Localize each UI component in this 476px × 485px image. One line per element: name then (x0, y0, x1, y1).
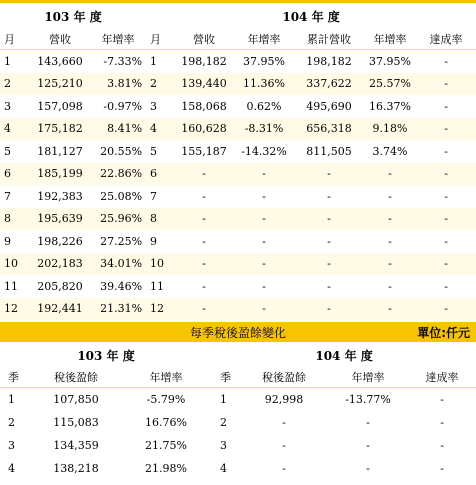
quarter-cell: 1 (220, 393, 228, 406)
quarterly-title-bar (0, 322, 476, 342)
quarterly-column-headers (0, 367, 476, 388)
revenue-cell: 158,068 (181, 99, 227, 113)
growth-cell: 8.41% (90, 118, 146, 141)
monthly-year-header (0, 2, 476, 30)
revenue-cell: 198,182 (181, 54, 227, 68)
cumulative-cell: - (294, 208, 364, 231)
growth-cell: -0.97% (103, 99, 143, 113)
col-header-cumulative-growth: 年增率 (364, 29, 416, 50)
month-cell: 12 (0, 298, 30, 321)
revenue-cell: - (174, 208, 234, 231)
achievement-cell: - (440, 462, 444, 475)
col-header-revenue-b: 營收 (174, 29, 234, 50)
cumulative-growth-cell: 16.37% (369, 99, 411, 113)
cumulative-cell: - (327, 189, 331, 203)
revenue-cell: - (202, 234, 206, 248)
growth-cell: 3.81% (90, 73, 146, 96)
month-cell: 2 (146, 73, 174, 96)
quarterly-year-b: 104 年 度 (315, 348, 373, 363)
month-cell: 1 (150, 54, 158, 68)
growth-cell: 21.31% (90, 298, 146, 321)
growth-cell: 0.62% (246, 99, 282, 113)
achievement-cell: - (444, 54, 448, 68)
month-cell: 10 (146, 253, 174, 276)
growth-cell: 37.95% (243, 54, 285, 68)
cumulative-cell: 198,182 (306, 54, 352, 68)
revenue-cell: 175,182 (30, 118, 90, 141)
cumulative-growth-cell: 25.57% (364, 73, 416, 96)
table-row (0, 457, 476, 480)
quarterly-earnings-table (0, 343, 476, 480)
quarter-cell: 2 (220, 416, 228, 429)
cumulative-cell: - (327, 234, 331, 248)
month-cell: 8 (0, 208, 30, 231)
month-cell: 4 (146, 118, 174, 141)
monthly-rows (0, 50, 476, 321)
growth-cell: - (366, 416, 370, 429)
col-header-growth-a: 年增率 (90, 29, 146, 50)
month-cell: 8 (146, 208, 174, 231)
growth-cell: 21.75% (145, 439, 187, 452)
growth-cell: - (262, 279, 266, 293)
table-row (0, 185, 476, 208)
cumulative-cell: - (327, 279, 331, 293)
revenue-cell: 205,820 (37, 279, 83, 293)
revenue-cell: 202,183 (30, 253, 90, 276)
quarter-cell: 3 (8, 439, 15, 452)
col-header-month-b: 月 (146, 29, 174, 50)
earnings-cell: - (282, 416, 286, 429)
col-header-q-achievement: 達成率 (408, 367, 476, 388)
cumulative-cell: 656,318 (294, 118, 364, 141)
month-cell: 9 (150, 234, 158, 248)
month-cell: 11 (150, 279, 165, 293)
achievement-cell: - (416, 298, 476, 321)
cumulative-growth-cell: 37.95% (369, 54, 411, 68)
col-header-earnings-a: 稅後盈餘 (32, 367, 120, 388)
col-header-growth-b: 年增率 (234, 29, 294, 50)
col-header-q-growth-b: 年增率 (328, 367, 408, 388)
achievement-cell: - (440, 416, 444, 429)
growth-cell: - (366, 462, 370, 475)
quarter-cell: 4 (220, 462, 228, 475)
growth-cell: -5.79% (146, 393, 186, 406)
revenue-cell: 157,098 (37, 99, 83, 113)
month-cell: 10 (0, 253, 30, 276)
growth-cell: 22.86% (90, 163, 146, 186)
growth-cell: - (234, 163, 294, 186)
cumulative-growth-cell: 9.18% (364, 118, 416, 141)
col-header-achievement: 達成率 (416, 29, 476, 50)
quarter-cell: 4 (8, 462, 15, 475)
cumulative-cell: 495,690 (306, 99, 352, 113)
achievement-cell: - (444, 234, 448, 248)
table-row (0, 95, 476, 118)
table-row (0, 230, 476, 253)
cumulative-cell: - (294, 253, 364, 276)
cumulative-growth-cell: 3.74% (372, 144, 408, 158)
monthly-year-b: 104 年 度 (146, 2, 476, 30)
growth-cell: 39.46% (100, 279, 143, 293)
quarter-cell: 1 (8, 393, 15, 406)
quarterly-rows (0, 388, 476, 481)
cumulative-growth-cell: - (364, 163, 416, 186)
col-header-quarter-a: 季 (0, 367, 32, 388)
cumulative-growth-cell: - (364, 298, 416, 321)
month-cell: 5 (4, 144, 11, 158)
revenue-cell: - (174, 163, 234, 186)
growth-cell: 20.55% (100, 144, 143, 158)
col-header-cumulative: 累計營收 (294, 29, 364, 50)
revenue-cell: 192,441 (30, 298, 90, 321)
growth-cell: 11.36% (234, 73, 294, 96)
achievement-cell: - (440, 393, 444, 406)
month-cell: 12 (146, 298, 174, 321)
table-row (0, 208, 476, 231)
growth-cell: -13.77% (345, 393, 391, 406)
month-cell: 11 (4, 279, 18, 293)
table-row (0, 163, 476, 186)
revenue-cell: 125,210 (30, 73, 90, 96)
month-cell: 3 (150, 99, 158, 113)
achievement-cell: - (444, 99, 448, 113)
achievement-cell: - (416, 163, 476, 186)
growth-cell: - (262, 189, 266, 203)
achievement-cell: - (444, 189, 448, 203)
revenue-cell: 192,383 (37, 189, 83, 203)
unit-label: 單位:仟元 (417, 326, 470, 340)
growth-cell: -8.31% (234, 118, 294, 141)
table-row (0, 434, 476, 457)
revenue-cell: 155,187 (181, 144, 227, 158)
revenue-cell: 198,226 (37, 234, 83, 248)
cumulative-growth-cell: - (388, 189, 392, 203)
monthly-year-a: 103 年 度 (0, 2, 146, 30)
achievement-cell: - (416, 208, 476, 231)
table-row (0, 411, 476, 434)
revenue-cell: - (202, 279, 206, 293)
achievement-cell: - (440, 439, 444, 452)
revenue-cell: 139,440 (174, 73, 234, 96)
growth-cell: 25.96% (90, 208, 146, 231)
growth-cell: 25.08% (100, 189, 143, 203)
month-cell: 4 (0, 118, 30, 141)
month-cell: 9 (4, 234, 11, 248)
growth-cell: - (234, 298, 294, 321)
table-row (0, 50, 476, 73)
revenue-cell: 160,628 (174, 118, 234, 141)
revenue-cell: 185,199 (30, 163, 90, 186)
achievement-cell: - (416, 73, 476, 96)
growth-cell: 27.25% (100, 234, 143, 248)
quarter-cell: 3 (220, 439, 228, 452)
month-cell: 6 (146, 163, 174, 186)
achievement-cell: - (444, 144, 448, 158)
quarterly-title: 每季稅後盈餘變化 (189, 326, 286, 340)
growth-cell: - (234, 208, 294, 231)
earnings-cell: 134,359 (53, 439, 99, 452)
earnings-cell: 92,998 (264, 393, 304, 406)
cumulative-growth-cell: - (364, 208, 416, 231)
achievement-cell: - (416, 118, 476, 141)
growth-cell: 16.76% (145, 416, 187, 429)
table-row (0, 275, 476, 298)
col-header-quarter-b: 季 (212, 367, 240, 388)
cumulative-cell: 811,505 (306, 144, 352, 158)
month-cell: 5 (150, 144, 158, 158)
monthly-column-headers (0, 29, 476, 50)
revenue-cell: 181,127 (37, 144, 83, 158)
table-row (0, 388, 476, 412)
cumulative-growth-cell: - (388, 234, 392, 248)
month-cell: 7 (4, 189, 11, 203)
col-header-revenue-a: 營收 (30, 29, 90, 50)
quarter-cell: 2 (8, 416, 15, 429)
cumulative-cell: - (294, 163, 364, 186)
month-cell: 1 (4, 54, 11, 68)
growth-cell: -14.32% (241, 144, 287, 158)
cumulative-cell: - (294, 298, 364, 321)
earnings-cell: - (282, 439, 286, 452)
growth-cell: 34.01% (90, 253, 146, 276)
earnings-cell: - (282, 462, 286, 475)
revenue-cell: 143,660 (37, 54, 83, 68)
month-cell: 6 (0, 163, 30, 186)
achievement-cell: - (416, 253, 476, 276)
month-cell: 2 (0, 73, 30, 96)
earnings-cell: 107,850 (53, 393, 99, 406)
table-row (0, 73, 476, 96)
growth-cell: 21.98% (145, 462, 187, 475)
table-row (0, 140, 476, 163)
revenue-cell: - (174, 298, 234, 321)
month-cell: 7 (150, 189, 158, 203)
table-row (0, 118, 476, 141)
cumulative-growth-cell: - (388, 279, 392, 293)
earnings-cell: 138,218 (53, 462, 99, 475)
month-cell: 3 (4, 99, 11, 113)
cumulative-cell: 337,622 (294, 73, 364, 96)
growth-cell: - (262, 234, 266, 248)
quarterly-year-a: 103 年 度 (77, 348, 135, 363)
col-header-earnings-b: 稅後盈餘 (240, 367, 328, 388)
col-header-q-growth-a: 年增率 (120, 367, 212, 388)
cumulative-growth-cell: - (364, 253, 416, 276)
table-row (0, 253, 476, 276)
growth-cell: -7.33% (103, 54, 143, 68)
col-header-month-a: 月 (0, 29, 30, 50)
revenue-cell: 195,639 (30, 208, 90, 231)
table-row (0, 298, 476, 321)
revenue-cell: - (174, 253, 234, 276)
achievement-cell: - (444, 279, 448, 293)
revenue-cell: - (202, 189, 206, 203)
earnings-cell: 115,083 (53, 416, 99, 429)
quarterly-year-header (0, 343, 476, 367)
growth-cell: - (234, 253, 294, 276)
growth-cell: - (366, 439, 370, 452)
